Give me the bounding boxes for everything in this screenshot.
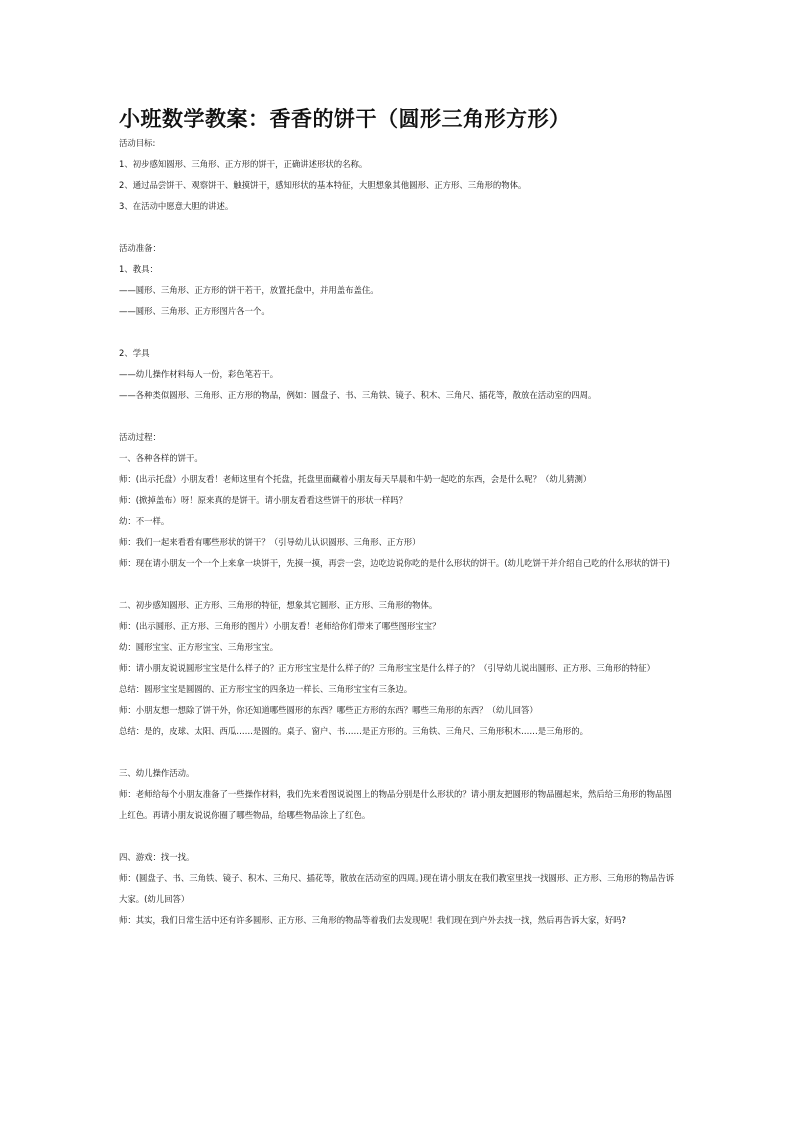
text-line: 总结：是的，皮球、太阳、西瓜……是圆的。桌子、窗户、书……是正方形的。三角铁、三角尺、三角形积木……是三角形的。 (119, 726, 588, 736)
document-body (119, 133, 677, 931)
text-line: 师：老师给每个小朋友准备了一些操作材料，我们先来看图说说图上的物品分别是什么形状的？请小朋友把圆形的物品圈起来，然后给三角形的物品图上红色。再请小朋友说说你圈了哪些物品，给哪些物品涂上了红色。 (119, 789, 672, 820)
document-section (119, 343, 677, 406)
paragraph-gap (119, 574, 677, 595)
text-line: 活动过程： (119, 432, 161, 442)
text-line: 二、初步感知圆形、正方形、三角形的特征，想象其它圆形、正方形、三角形的物体。 (119, 600, 438, 610)
paragraph-gap (119, 322, 677, 343)
text-line: 师：(掀掉盖布）呀！原来真的是饼干。请小朋友看看这些饼干的形状一样吗？ (119, 495, 408, 505)
text-line: 师：现在请小朋友一个一个上来拿一块饼干，先摸一摸，再尝一尝，边吃边说你吃的是什么形状的饼干。(幼儿吃饼干并介绍自己吃的什么形状的饼干) (119, 558, 670, 568)
text-line: ——圆形、三角形、正方形的饼干若干，放置托盘中，并用盖布盖住。 (119, 285, 379, 295)
paragraph-gap (119, 826, 677, 847)
text-line: 活动目标: (119, 138, 156, 148)
text-line: 师：(出示圆形、正方形、三角形的图片）小朋友看！老师给你们带来了哪些图形宝宝？ (119, 621, 441, 631)
text-line: 师：(出示托盘）小朋友看！老师这里有个托盘，托盘里面藏着小朋友每天早晨和牛奶一起吃的东西，会是什么呢？（幼儿猜测） (119, 474, 592, 484)
document-section (119, 133, 677, 217)
text-line: 师：我们一起来看看有哪些形状的饼干？（引导幼儿认识圆形、三角形、正方形） (119, 537, 421, 547)
text-line: 师：请小朋友说说圆形宝宝是什么样子的？正方形宝宝是什么样子的？三角形宝宝是什么样子的？（引导幼儿说出圆形、正方形、三角形的特征） (119, 663, 655, 673)
text-line: 2、通过品尝饼干、观察饼干、触摸饼干，感知形状的基本特征，大胆想象其他圆形、正方形、三角形的物体。 (119, 180, 527, 190)
text-line: 1、初步感知圆形、三角形、正方形的饼干，正确讲述形状的名称。 (119, 159, 368, 169)
paragraph-gap (119, 742, 677, 763)
text-line: 一、各种各样的饼干。 (119, 453, 203, 463)
text-line: 总结：圆形宝宝是圆圆的、正方形宝宝的四条边一样长、三角形宝宝有三条边。 (119, 684, 413, 694)
paragraph-gap (119, 406, 677, 427)
text-line: ——幼儿操作材料每人一份，彩色笔若干。 (119, 369, 279, 379)
text-line: 3、在活动中愿意大胆的讲述。 (119, 201, 234, 211)
document-section (119, 595, 677, 742)
text-line: 师：其实，我们日常生活中还有许多圆形、正方形、三角形的物品等着我们去发现呢！我们现在到户外去找一找，然后再告诉大家，好吗? (119, 915, 626, 925)
text-line: 2、学具 (119, 348, 150, 358)
text-line: 1、教具： (119, 264, 158, 274)
document-section (119, 238, 677, 322)
text-line: 师：(圆盘子、书、三角铁、镜子、积木、三角尺、插花等，散放在活动室的四周。)现在请小朋友在我们教室里找一找圆形、正方形、三角形的物品告诉大家。(幼儿回答） (119, 873, 675, 904)
text-line: 幼：不一样。 (119, 516, 170, 526)
text-line: ——各种类似圆形、三角形、正方形的物品，例如：圆盘子、书、三角铁、镜子、积木、三角尺、插花等，散放在活动室的四周。 (119, 390, 597, 400)
text-line: 四、游戏：找一找。 (119, 852, 195, 862)
document-title: 小班数学教案：香香的饼干（圆形三角形方形） (119, 106, 571, 131)
text-line: 师：小朋友想一想除了饼干外，你还知道哪些圆形的东西？哪些正方形的东西？哪些三角形的东西？（幼儿回答） (119, 705, 538, 715)
text-line: 三、幼儿操作活动。 (119, 768, 195, 778)
text-line: 幼：圆形宝宝、正方形宝宝、三角形宝宝。 (119, 642, 279, 652)
document-section (119, 763, 677, 826)
document-section (119, 427, 677, 574)
document-section (119, 847, 677, 931)
text-line: ——圆形、三角形、正方形图片各一个。 (119, 306, 270, 316)
text-line: 活动准备： (119, 243, 161, 253)
paragraph-gap (119, 217, 677, 238)
